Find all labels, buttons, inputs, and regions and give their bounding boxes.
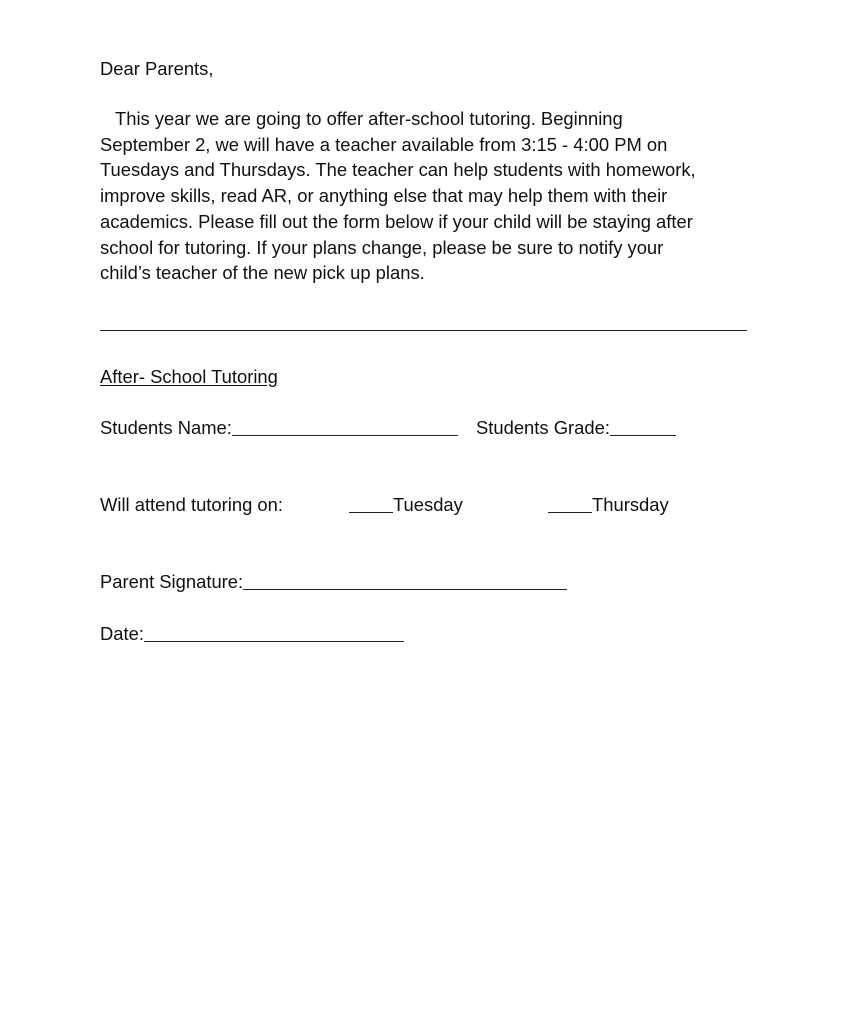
parent-signature-label: Parent Signature: xyxy=(100,571,244,592)
letter-body-line: school for tutoring. If your plans change, please be sure to notify your xyxy=(100,236,664,258)
student-name-row xyxy=(100,415,458,441)
student-grade-field[interactable] xyxy=(610,419,676,436)
tuesday-option xyxy=(349,492,463,518)
parent-signature-field[interactable] xyxy=(243,573,567,590)
letter-body-line: September 2, we will have a teacher available from 3:15 - 4:00 PM on xyxy=(100,133,668,155)
date-label: Date: xyxy=(100,623,144,644)
thursday-checkbox-blank[interactable] xyxy=(548,496,592,513)
attend-label: Will attend tutoring on: xyxy=(100,494,283,515)
cut-line-divider xyxy=(100,330,747,331)
thursday-label: Thursday xyxy=(592,494,669,515)
student-grade-label: Students Grade: xyxy=(476,417,610,438)
letter-body-line: academics. Please fill out the form below if your child will be staying after xyxy=(100,210,693,232)
date-row xyxy=(100,621,404,647)
date-field[interactable] xyxy=(144,625,404,642)
letter-body-line: improve skills, read AR, or anything else that may help them with their xyxy=(100,185,668,207)
form-title: After- School Tutoring xyxy=(100,366,278,387)
tuesday-checkbox-blank[interactable] xyxy=(349,496,393,513)
letter-body-line: This year we are going to offer after-school tutoring. Beginning xyxy=(100,108,623,129)
letter-body xyxy=(100,106,750,286)
student-name-label: Students Name: xyxy=(100,417,232,438)
letter-body-line: Tuesdays and Thursdays. The teacher can help students with homework, xyxy=(100,159,696,181)
parent-signature-row xyxy=(100,569,567,595)
student-grade-row xyxy=(476,415,676,441)
letter-body-line: child’s teacher of the new pick up plans. xyxy=(100,262,425,284)
greeting: Dear Parents, xyxy=(100,58,214,79)
tuesday-label: Tuesday xyxy=(393,494,463,515)
student-name-field[interactable] xyxy=(232,419,458,436)
thursday-option xyxy=(548,492,669,518)
